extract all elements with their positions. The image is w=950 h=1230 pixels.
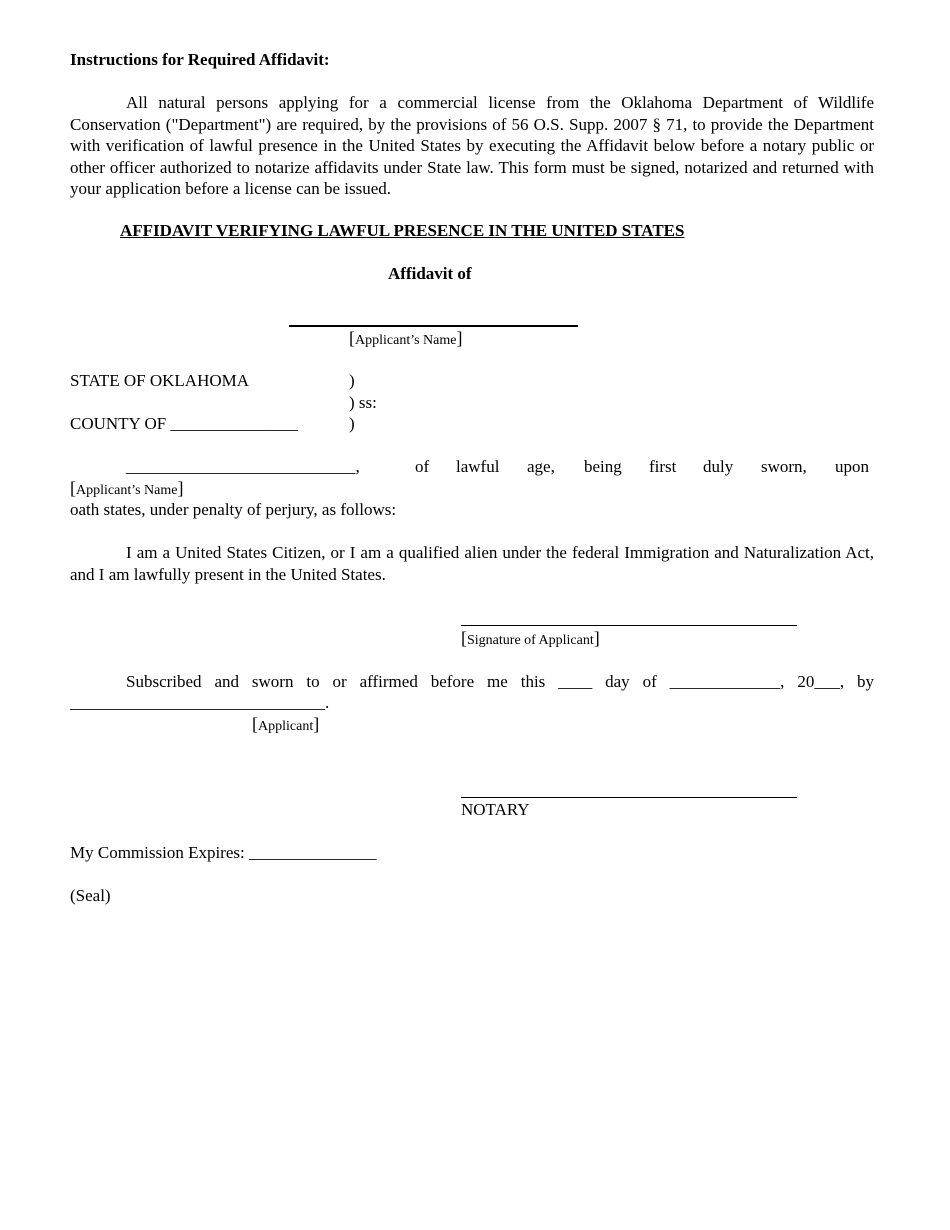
venue-paren-3: ) [349,414,355,433]
venue-paren-1: ) [349,371,355,390]
lawful-presence-statement: I am a United States Citizen, or I am a qualified alien under the federal Immigration and Naturalization Act, and I am lawfully present in the United States. [70,543,874,584]
notary-signature-line[interactable] [461,797,797,798]
venue-ss: ) ss: [349,393,377,412]
instructions-heading: Instructions for Required Affidavit: [70,50,330,69]
affidavit-of: Affidavit of [388,264,472,283]
state-of-oklahoma: STATE OF OKLAHOMA [70,371,250,390]
instructions-body: All natural persons applying for a commercial license from the Oklahoma Department of Wildlife Conservation ("Department") are required, by the provisions of 56 O.S. Supp. 2007 § 71, to provide the Department with verification of lawful presence in the United States by executing the Affidavit below before a notary public or other officer authorized to notarize affidavits under State law. This form must be signed, notarized and returned with your application before a license can be issued. [70,93,874,198]
applicant-name-label: Applicant’s Name [355,333,457,348]
applicant-name-line[interactable] [289,325,578,327]
commission-expires[interactable]: My Commission Expires: _______________ [70,843,377,862]
sworn-name-caption: [Applicant’s Name] [70,478,184,498]
seal-label: (Seal) [70,886,111,905]
county-of: COUNTY OF _______________ [70,414,298,433]
subscribed-applicant-caption: [Applicant] [252,714,320,734]
subscribed-applicant-label: Applicant [258,719,314,734]
signature-caption: [Signature of Applicant] [461,628,600,648]
sworn-name-label: Applicant’s Name [76,483,178,498]
affidavit-title: AFFIDAVIT VERIFYING LAWFUL PRESENCE IN THE UNITED STATES [120,221,685,240]
sworn-word-5: first [649,457,677,476]
notary-label: NOTARY [461,800,530,819]
oath-continuation: oath states, under penalty of perjury, as follows: [70,500,397,519]
subscribed-line[interactable]: Subscribed and sworn to or affirmed before me this ____ day of _____________, 20___, by [126,672,874,691]
sworn-word-1: of [415,457,430,476]
sworn-name-blank[interactable]: ___________________________, [126,457,360,476]
sworn-word-6: duly [703,457,734,476]
sworn-word-4: being [584,457,622,476]
applicant-name-caption: [Applicant’s Name] [349,328,463,348]
subscribed-applicant-blank[interactable]: ______________________________. [70,693,330,712]
signature-line[interactable] [461,625,797,626]
sworn-word-8: upon [835,457,869,476]
sworn-word-7: sworn, [761,457,807,476]
sworn-word-3: age, [527,457,555,476]
signature-label: Signature of Applicant [467,633,594,648]
sworn-word-2: lawful [456,457,500,476]
